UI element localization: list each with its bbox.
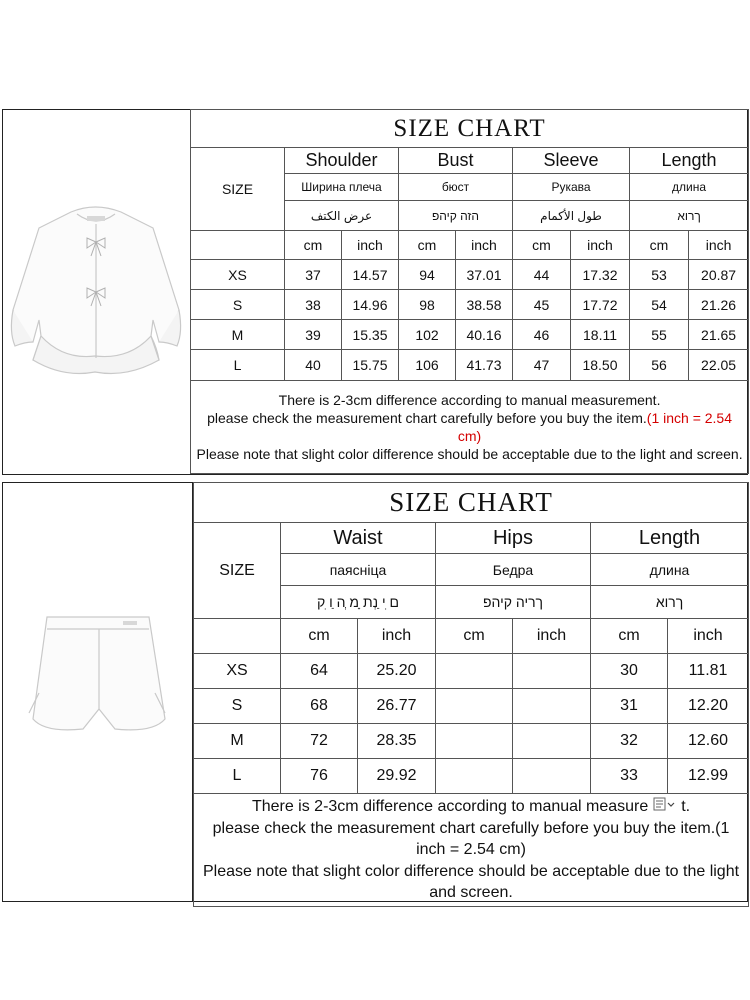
paste-options-icon[interactable] [653, 796, 677, 818]
shoulder-header: Shoulder [285, 148, 399, 174]
value-cell [513, 759, 591, 794]
value-cell: 30 [591, 654, 668, 689]
value-cell: 72 [281, 724, 358, 759]
value-cell: 12.99 [668, 759, 749, 794]
note-line-2: please check the measurement chart carefully before you buy the item.(1 inch = 2.54 cm) [212, 819, 730, 859]
size-cell: L [194, 759, 281, 794]
white-shorts-icon [3, 483, 190, 899]
table-row [194, 654, 749, 689]
size-cell: S [194, 689, 281, 724]
unit-cell: cm [399, 231, 456, 260]
value-cell: 55 [630, 320, 689, 350]
shoulder-header-ru: Ширина плеча [285, 174, 399, 201]
bust-header-he: הזה קיהפ [399, 201, 513, 231]
value-cell: 68 [281, 689, 358, 724]
shorts-image-cell [2, 482, 193, 902]
value-cell [436, 759, 513, 794]
waist-header: Waist [281, 523, 436, 554]
hips-header-he: ךריה קיהפ [436, 586, 591, 619]
value-cell [436, 724, 513, 759]
waist-header-ru: паясніца [281, 554, 436, 586]
note-line-1 [198, 796, 744, 818]
waist-header-he: ם ִי ַנְת ָמ ְה ַו ִק [281, 586, 436, 619]
value-cell: 47 [513, 350, 571, 381]
value-cell [436, 654, 513, 689]
value-cell: 11.81 [668, 654, 749, 689]
sleeve-header: Sleeve [513, 148, 630, 174]
units-spacer [191, 231, 285, 260]
value-cell: 22.05 [689, 350, 749, 381]
unit-cell: inch [689, 231, 749, 260]
table-row [191, 320, 749, 350]
value-cell: 56 [630, 350, 689, 381]
units-spacer [194, 619, 281, 654]
value-cell: 14.96 [342, 290, 399, 320]
value-cell: 40 [285, 350, 342, 381]
value-cell: 38.58 [456, 290, 513, 320]
table-row [191, 350, 749, 381]
note-line-3: Please note that slight color difference should be acceptable due to the light and screen. [196, 446, 743, 462]
bottom-chart-title: SIZE CHART [194, 483, 749, 523]
value-cell: 21.65 [689, 320, 749, 350]
top-size-chart-table [190, 109, 749, 474]
length-header-ru: длина [630, 174, 749, 201]
table-row [191, 260, 749, 290]
unit-cell: cm [281, 619, 358, 654]
unit-cell: inch [513, 619, 591, 654]
hips-header-ru: Бедра [436, 554, 591, 586]
table-row [191, 290, 749, 320]
value-cell: 40.16 [456, 320, 513, 350]
size-cell: M [194, 724, 281, 759]
length-header: Length [591, 523, 749, 554]
unit-cell: cm [591, 619, 668, 654]
size-cell: M [191, 320, 285, 350]
bust-header: Bust [399, 148, 513, 174]
value-cell: 33 [591, 759, 668, 794]
size-header: SIZE [191, 148, 285, 231]
sleeve-header-ar: طول الأكمام [513, 201, 630, 231]
note-line-1-end: t. [681, 798, 691, 815]
value-cell: 25.20 [358, 654, 436, 689]
sleeve-header-ru: Рукава [513, 174, 630, 201]
measurement-note [191, 381, 749, 474]
table-row [194, 724, 749, 759]
value-cell: 46 [513, 320, 571, 350]
length-header-he: ךרוא [591, 586, 749, 619]
size-cell: XS [191, 260, 285, 290]
unit-cell: cm [285, 231, 342, 260]
value-cell [513, 689, 591, 724]
length-header: Length [630, 148, 749, 174]
top-chart-title: SIZE CHART [191, 110, 749, 148]
unit-cell: cm [630, 231, 689, 260]
inch-conversion-note: (1 inch = 2.54 cm) [457, 410, 733, 444]
value-cell: 32 [591, 724, 668, 759]
blouse-image-cell [2, 109, 191, 475]
value-cell [513, 654, 591, 689]
value-cell: 17.72 [571, 290, 630, 320]
measurement-note [194, 794, 749, 907]
value-cell: 20.87 [689, 260, 749, 290]
note-line-1-text: There is 2-3cm difference according to manual measure [251, 798, 649, 815]
bust-header-ru: бюст [399, 174, 513, 201]
value-cell: 29.92 [358, 759, 436, 794]
bottom-size-chart-panel [193, 482, 748, 902]
value-cell: 18.11 [571, 320, 630, 350]
value-cell: 28.35 [358, 724, 436, 759]
unit-cell: inch [571, 231, 630, 260]
table-row [194, 689, 749, 724]
unit-cell: cm [513, 231, 571, 260]
top-size-chart-panel [190, 109, 748, 475]
value-cell: 37 [285, 260, 342, 290]
value-cell: 53 [630, 260, 689, 290]
length-header-he: ךרוא [630, 201, 749, 231]
note-line-2-text: please check the measurement chart carefully before you buy the item. [207, 410, 647, 426]
note-line-2 [195, 409, 744, 445]
value-cell: 39 [285, 320, 342, 350]
value-cell: 17.32 [571, 260, 630, 290]
value-cell: 76 [281, 759, 358, 794]
value-cell: 21.26 [689, 290, 749, 320]
value-cell: 37.01 [456, 260, 513, 290]
size-cell: S [191, 290, 285, 320]
value-cell: 14.57 [342, 260, 399, 290]
hips-header: Hips [436, 523, 591, 554]
value-cell: 31 [591, 689, 668, 724]
white-blouse-icon [3, 110, 188, 472]
unit-cell: inch [358, 619, 436, 654]
value-cell: 18.50 [571, 350, 630, 381]
value-cell: 45 [513, 290, 571, 320]
value-cell [513, 724, 591, 759]
table-row [194, 759, 749, 794]
unit-cell: inch [456, 231, 513, 260]
value-cell: 64 [281, 654, 358, 689]
value-cell: 12.60 [668, 724, 749, 759]
size-header: SIZE [194, 523, 281, 619]
value-cell: 12.20 [668, 689, 749, 724]
shoulder-header-ar: عرض الكتف [285, 201, 399, 231]
unit-cell: cm [436, 619, 513, 654]
note-line-1: There is 2-3cm difference according to manual measurement. [278, 392, 661, 408]
value-cell: 15.35 [342, 320, 399, 350]
value-cell: 26.77 [358, 689, 436, 724]
unit-cell: inch [668, 619, 749, 654]
value-cell: 94 [399, 260, 456, 290]
value-cell: 106 [399, 350, 456, 381]
unit-cell: inch [342, 231, 399, 260]
value-cell [436, 689, 513, 724]
value-cell: 54 [630, 290, 689, 320]
value-cell: 44 [513, 260, 571, 290]
value-cell: 98 [399, 290, 456, 320]
value-cell: 102 [399, 320, 456, 350]
value-cell: 41.73 [456, 350, 513, 381]
value-cell: 38 [285, 290, 342, 320]
note-line-3: Please note that slight color difference should be acceptable due to the light and screen. [202, 862, 740, 902]
size-cell: XS [194, 654, 281, 689]
length-header-ru: длина [591, 554, 749, 586]
value-cell: 15.75 [342, 350, 399, 381]
size-cell: L [191, 350, 285, 381]
bottom-size-chart-table [193, 482, 749, 907]
